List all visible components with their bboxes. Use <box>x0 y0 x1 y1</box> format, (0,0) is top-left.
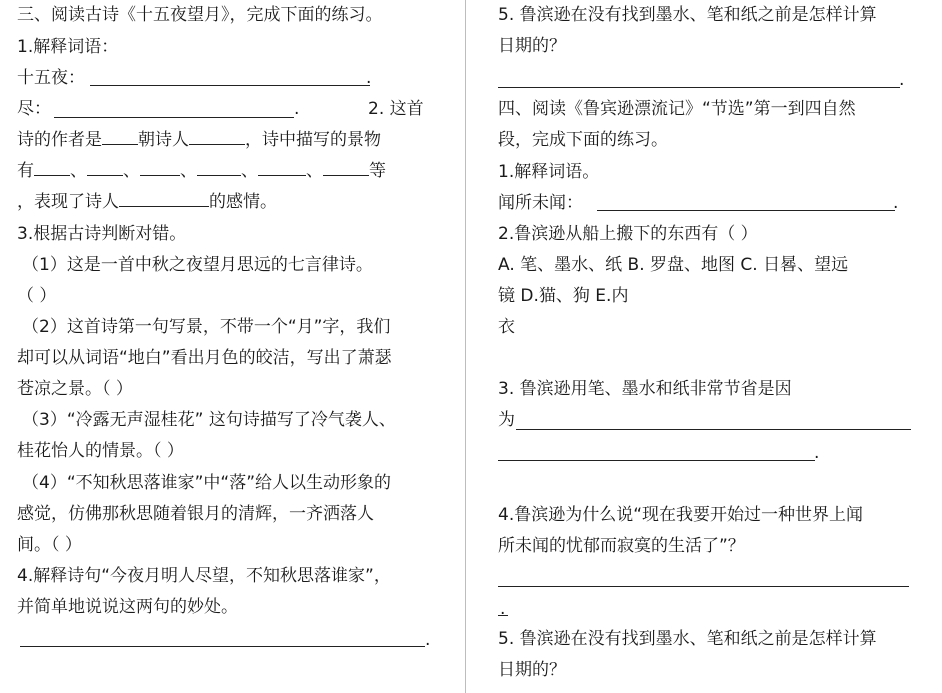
q1-term-jin: 尽： <box>17 99 51 119</box>
answer-line-q3-1[interactable] <box>516 429 911 430</box>
separator: 、 <box>123 161 140 181</box>
q3-item-3-line-2[interactable]: 桂花怡人的情景。（ ） <box>17 441 184 461</box>
q2-text-poet: 朝诗人 <box>138 130 189 150</box>
q2-text-emotion: 的感情。 <box>209 192 277 212</box>
q3-item-2-line-1: （2）这首诗第一句写景，不带一个“月”字，我们 <box>22 317 391 337</box>
q3-item-3-line-1: （3）“冷露无声湿桂花” 这句诗描写了冷气袭人、 <box>22 410 396 430</box>
r-q2-options-line-3: 衣 <box>498 317 515 337</box>
separator: 、 <box>70 161 87 181</box>
question-2-number: 2. 这首 <box>368 99 424 119</box>
blank-scene-5[interactable] <box>258 159 306 176</box>
r-q2-options-line-1: A. 笔、墨水、纸 B. 罗盘、地图 C. 日晷、望远 <box>498 255 849 275</box>
column-divider <box>465 0 466 693</box>
q3-item-2-line-3[interactable]: 苍凉之景。（ ） <box>17 379 133 399</box>
question-2-line-1 <box>17 128 381 152</box>
q3-item-4-line-3[interactable]: 间。（ ） <box>17 535 82 555</box>
question-3: 3.根据古诗判断对错。 <box>17 224 187 244</box>
r-question-5-line-1: 5. 鲁滨逊在没有找到墨水、笔和纸之前是怎样计算 <box>498 629 877 649</box>
blank-dynasty[interactable] <box>102 128 138 145</box>
blank-scene-2[interactable] <box>87 159 123 176</box>
q3-item-1: （1）这是一首中秋之夜望月思远的七言律诗。 <box>22 255 373 275</box>
question-4-line-1: 4.解释诗句“今夜月明人尽望，不知秋思落谁家”， <box>17 566 391 586</box>
r-question-5-line-2: 日期的？ <box>498 660 566 680</box>
q2-text-author: 诗的作者是 <box>17 130 102 150</box>
r-question-3-line-1: 3. 鲁滨逊用笔、墨水和纸非常节省是因 <box>498 379 792 399</box>
blank-poet[interactable] <box>189 128 245 145</box>
answer-line-q5[interactable] <box>498 87 900 88</box>
q3-item-1-answer-paren[interactable]: （ ） <box>17 286 57 306</box>
q2-text-scenery: ，诗中描写的景物 <box>245 130 381 150</box>
r-q1-term: 闻所未闻： <box>498 193 583 213</box>
period-mark: . <box>366 68 372 88</box>
question-5-line-1: 5. 鲁滨逊在没有找到墨水、笔和纸之前是怎样计算 <box>498 5 877 25</box>
q2-text-deng: 等 <box>369 161 386 181</box>
period-mark: . <box>294 99 300 119</box>
separator: 、 <box>180 161 197 181</box>
section-title-robinson-line-2: 段，完成下面的练习。 <box>498 130 668 150</box>
question-1: 1.解释词语： <box>17 37 119 57</box>
period-mark: . <box>500 599 506 619</box>
r-question-2[interactable]: 2.鲁滨逊从船上搬下的东西有（ ） <box>498 224 758 244</box>
question-5-line-2: 日期的？ <box>498 36 566 56</box>
question-2-line-2 <box>17 159 386 183</box>
blank-scene-6[interactable] <box>323 159 369 176</box>
answer-line-wensuoweiwen[interactable] <box>597 210 895 211</box>
answer-line-q4[interactable] <box>20 646 425 647</box>
q2-text-you: 有 <box>17 161 34 181</box>
period-mark: . <box>899 70 905 90</box>
question-4-line-2: 并简单地说说这两句的妙处。 <box>17 597 238 617</box>
answer-line-jin[interactable] <box>54 117 294 118</box>
question-2-line-3 <box>17 190 277 214</box>
blank-scene-4[interactable] <box>197 159 241 176</box>
period-mark: . <box>425 630 431 650</box>
blank-emotion[interactable] <box>119 190 209 207</box>
r-question-4-line-2: 所未闻的忧郁而寂寞的生活了”？ <box>498 536 745 556</box>
answer-line-shiwuye[interactable] <box>90 85 370 86</box>
period-mark: . <box>893 193 899 213</box>
r-question-1: 1.解释词语。 <box>498 162 600 182</box>
separator: 、 <box>241 161 258 181</box>
answer-line-q4[interactable] <box>498 586 909 587</box>
period-mark: . <box>814 443 820 463</box>
q3-item-4-line-1: （4）“不知秋思落谁家”中“落”给人以生动形象的 <box>22 473 392 493</box>
q3-item-4-line-2: 感觉，仿佛那秋思随着银月的清辉，一齐洒落人 <box>17 504 374 524</box>
separator: 、 <box>306 161 323 181</box>
blank-scene-3[interactable] <box>140 159 180 176</box>
q3-item-2-line-2: 却可以从词语“地白”看出月色的皎洁，写出了萧瑟 <box>17 348 392 368</box>
section-title-poem: 三、阅读古诗《十五夜望月》，完成下面的练习。 <box>17 5 383 25</box>
q2-text-express: ，表现了诗人 <box>17 192 119 212</box>
q1-term-shiwuye: 十五夜： <box>17 68 85 88</box>
r-q2-options-line-2: 镜 D.猫、狗 E.内 <box>498 286 629 306</box>
section-title-robinson-line-1: 四、阅读《鲁宾逊漂流记》“节选”第一到四自然 <box>498 99 856 119</box>
blank-scene-1[interactable] <box>34 159 70 176</box>
r-question-3-line-2: 为 <box>498 410 515 430</box>
answer-line-q3-2[interactable] <box>498 460 815 461</box>
r-question-4-line-1: 4.鲁滨逊为什么说“现在我要开始过一种世界上闻 <box>498 505 864 525</box>
